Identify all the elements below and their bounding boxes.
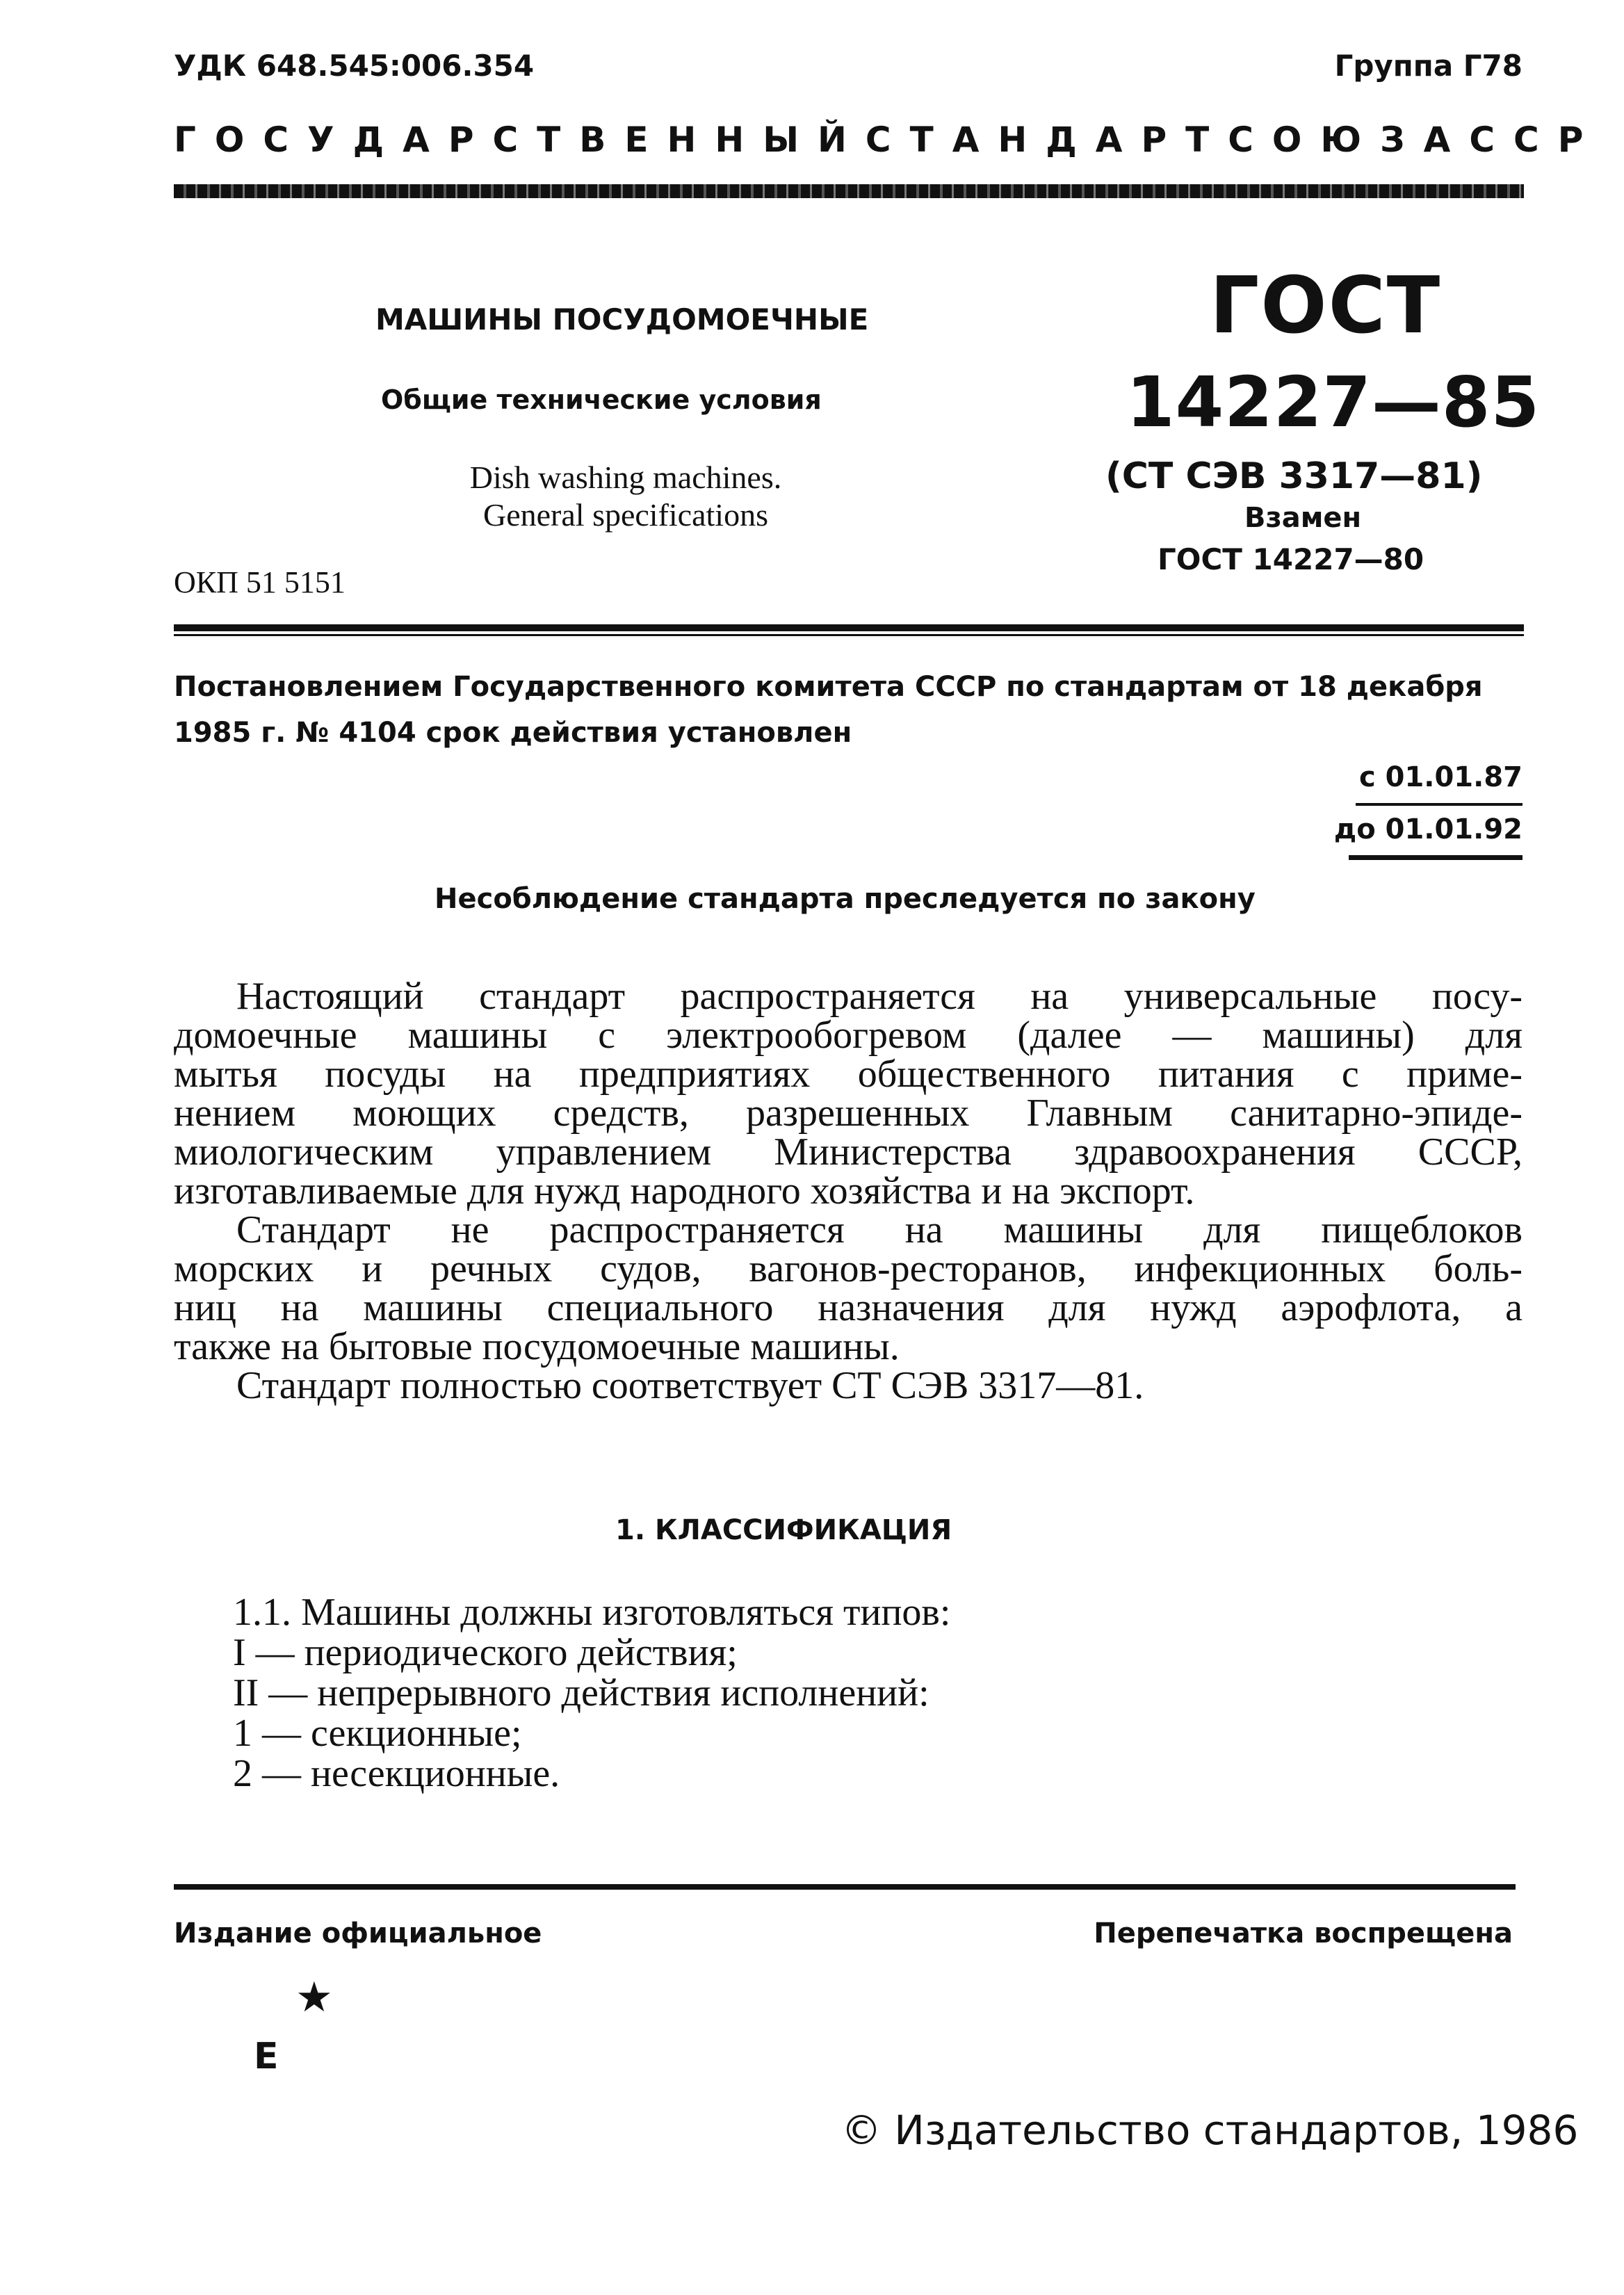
list-item: 1.1. Машины должны изготовляться типов: — [233, 1591, 951, 1634]
list-item: 2 — несекционные. — [233, 1752, 560, 1795]
group-code: Группа Г78 — [1334, 49, 1522, 83]
para1-line-3: мытья посуды на предприятиях общественного питания с приме- — [174, 1053, 1522, 1096]
udk-code: УДК 648.545:006.354 — [174, 49, 535, 83]
para1-line-2: домоечные машины с электрообогревом (далее — машины) для — [174, 1014, 1522, 1057]
replaces-label: Взамен — [1244, 502, 1362, 534]
list-item: I — периодического действия; — [233, 1631, 738, 1674]
body-text — [174, 977, 1522, 1405]
copyright-line: © Издательство стандартов, 1986 — [841, 2107, 1579, 2154]
classification-list — [233, 1592, 950, 1794]
gost-number: 14227—85 — [1126, 362, 1541, 443]
valid-from-underline — [1356, 803, 1522, 806]
middle-rule — [174, 624, 1524, 631]
document-subtitle: Общие технические условия — [381, 384, 822, 415]
star-icon: ★ — [295, 1974, 333, 2020]
para3-line-1: Стандарт полностью соответствует СТ СЭВ 3317—81. — [236, 1364, 1144, 1407]
section-heading: 1. КЛАССИФИКАЦИЯ — [615, 1514, 952, 1546]
banner-word-1: ГОСУДАРСТВЕННЫЙ — [174, 120, 866, 160]
top-rule — [174, 184, 1524, 198]
para2-line-1: Стандарт не распространяется на машины для пищеблоков — [236, 1208, 1522, 1251]
banner-word-2: СТАНДАРТ — [865, 120, 1228, 160]
list-item: II — непрерывного действия исполнений: — [233, 1671, 929, 1714]
valid-to-underline — [1349, 855, 1522, 860]
english-title — [417, 459, 834, 534]
english-title-line-1: Dish washing machines. — [469, 460, 782, 495]
reprint-notice: Перепечатка воспрещена — [1094, 1917, 1513, 1949]
para2-line-2: морских и речных судов, вагонов-ресторанов, инфекционных боль- — [174, 1247, 1522, 1290]
para2-line-4: также на бытовые посудомоечные машины. — [174, 1325, 900, 1368]
list-item: 1 — секционные; — [233, 1712, 522, 1755]
para1-line-4: нением моющих средств, разрешенных Главным санитарно-эпиде- — [174, 1092, 1522, 1135]
official-edition: Издание официальное — [174, 1917, 542, 1949]
replaced-gost: ГОСТ 14227—80 — [1158, 542, 1424, 576]
decree-text: Постановлением Государственного комитета СССР по стандартам от 18 декабря 1985 г. № 4104 срок действия установлен — [174, 671, 1483, 749]
state-standard-banner — [174, 120, 1602, 160]
para1-line-6: изготавливаемые для нужд народного хозяйства и на экспорт. — [174, 1169, 1195, 1213]
okp-code: ОКП 51 5151 — [174, 565, 346, 599]
gost-label: ГОСТ — [1210, 261, 1442, 351]
para1-line-1: Настоящий стандарт распространяется на универсальные посу- — [236, 975, 1522, 1018]
document-title: МАШИНЫ ПОСУДОМОЕЧНЫЕ — [375, 302, 869, 336]
bottom-rule — [174, 1884, 1516, 1890]
valid-from: с 01.01.87 — [1358, 761, 1522, 793]
valid-to: до 01.01.92 — [1333, 813, 1522, 845]
law-notice: Несоблюдение стандарта преследуется по закону — [435, 883, 1256, 915]
middle-rule-thin — [174, 634, 1524, 636]
para1-line-5: миологическим управлением Министерства здравоохранения СССР, — [174, 1130, 1522, 1174]
english-title-line-2: General specifications — [483, 497, 768, 533]
para2-line-3: ниц на машины специального назначения для нужд аэрофлота, а — [174, 1286, 1522, 1329]
letter-mark: Е — [254, 2036, 279, 2077]
st-sev-reference: (СТ СЭВ 3317—81) — [1105, 455, 1483, 497]
banner-word-3: СОЮЗА — [1228, 120, 1470, 160]
banner-word-4: ССР — [1469, 120, 1602, 160]
